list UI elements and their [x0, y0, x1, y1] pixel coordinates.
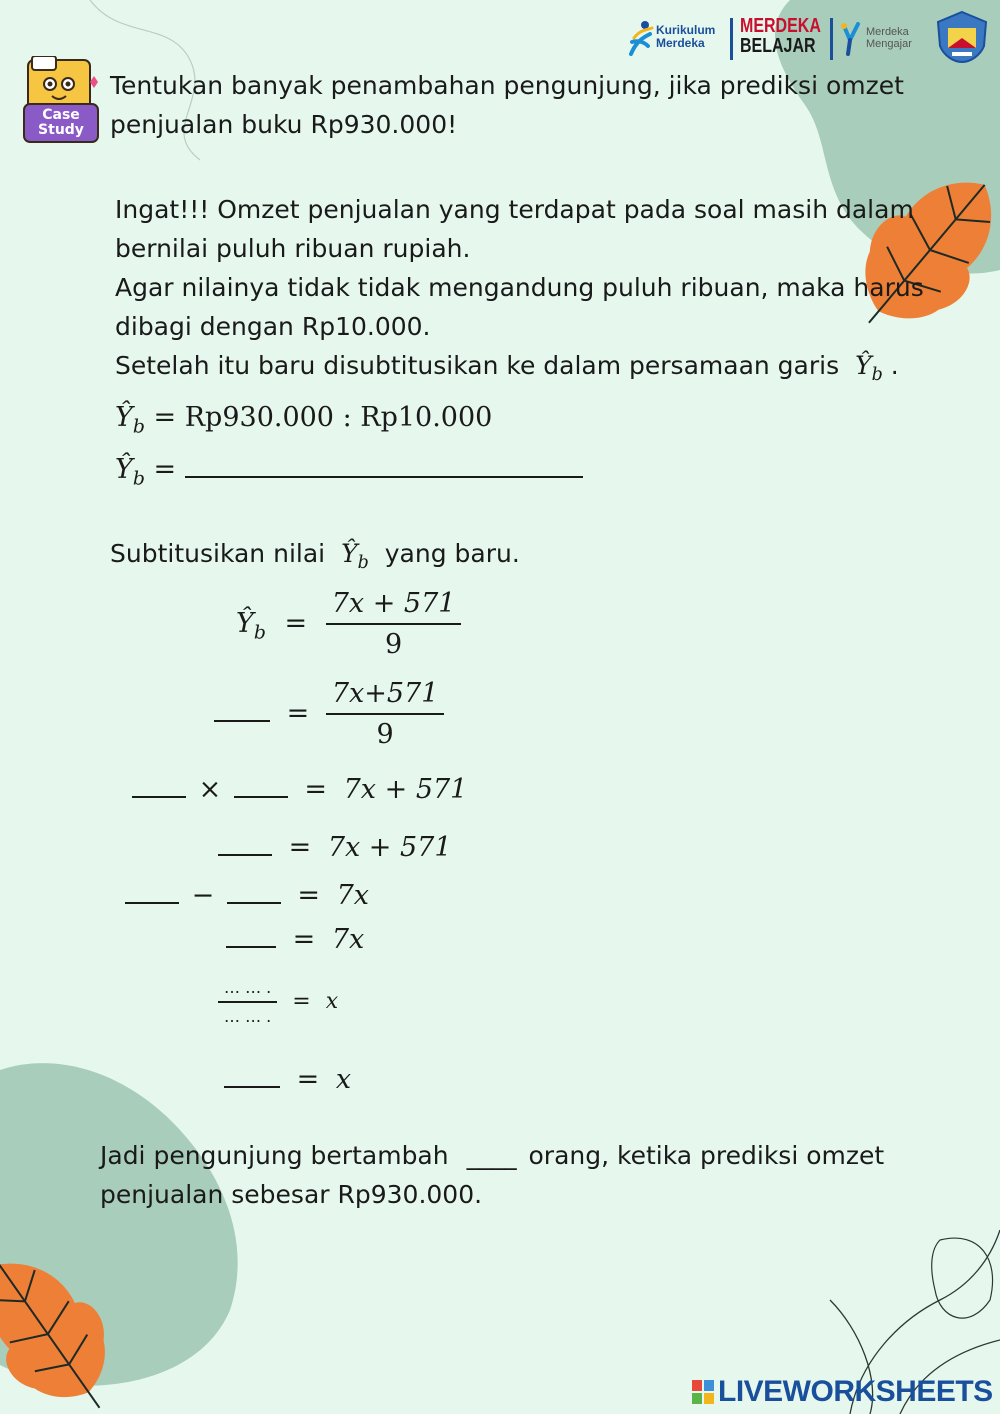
badge-line1: Case — [42, 107, 80, 123]
logo2-line2: BELAJAR — [740, 35, 816, 57]
y-hat-symbol: $Ŷ_b$ — [236, 607, 266, 643]
step6-rhs: 7x — [331, 924, 365, 955]
step7-rhs: x — [325, 989, 339, 1014]
answer-blank-step8[interactable] — [224, 1062, 280, 1088]
answer-blank-step2[interactable] — [214, 694, 270, 722]
fraction-numerator: 7x + 571 — [326, 588, 462, 625]
logo2-line1: MERDEKA — [740, 15, 821, 37]
y-hat-symbol: $Ŷ_b$ — [341, 539, 369, 573]
equals-sign: = — [284, 607, 308, 639]
note-line5-row: Setelah itu baru disubtitusikan ke dalam persamaan garis $Ŷ_b$ . — [115, 351, 899, 385]
school-emblem-icon — [934, 10, 990, 64]
step2 — [214, 678, 444, 750]
subst-after: yang baru. — [384, 539, 520, 568]
calc-eq2-rhs: = — [153, 454, 177, 485]
logo1-line2: Merdeka — [656, 36, 705, 50]
step5 — [125, 876, 369, 911]
kurikulum-merdeka-icon — [628, 20, 654, 56]
answer-blank-conclusion[interactable]: ____ — [466, 1141, 517, 1170]
y-hat-symbol: $Ŷ_b$ — [115, 402, 145, 438]
step4-rhs: 7x + 571 — [327, 832, 452, 863]
logo1-line1: Kurikulum — [656, 23, 716, 37]
equals-sign: = — [297, 880, 321, 911]
fraction-denominator: 9 — [376, 719, 394, 750]
step3-rhs: 7x + 571 — [343, 774, 468, 805]
times-sign: × — [198, 774, 222, 805]
fraction-dots[interactable] — [218, 978, 277, 1026]
step1 — [236, 588, 461, 660]
conclusion-line1 — [100, 1136, 930, 1175]
note-line2: bernilai puluh ribuan rupiah. — [115, 234, 471, 263]
merdeka-mengajar-icon — [840, 22, 862, 56]
calc-eq1 — [115, 402, 492, 437]
step6 — [226, 920, 364, 955]
subst-line — [110, 534, 520, 583]
dots-numerator[interactable]: … … . — [218, 978, 277, 1003]
y-hat-symbol: $Ŷ_b$ — [855, 351, 883, 385]
logo3-line1: Merdeka — [866, 26, 909, 38]
conclusion-part1: Jadi pengunjung bertambah — [100, 1141, 449, 1170]
liveworksheets-logo-icon — [692, 1380, 714, 1404]
fraction — [326, 678, 445, 750]
answer-blank-calc[interactable] — [185, 448, 583, 478]
question-text: Tentukan banyak penambahan pengunjung, jika prediksi omzet penjualan buku Rp930.000! — [110, 71, 904, 139]
equals-sign: = — [292, 989, 311, 1014]
conclusion-part2: orang, ketika prediksi omzet — [528, 1141, 885, 1170]
step8 — [224, 1062, 351, 1095]
fraction-denominator: 9 — [385, 629, 403, 660]
step3 — [132, 770, 467, 805]
equals-sign: = — [288, 832, 312, 863]
equals-sign: = — [292, 924, 316, 955]
answer-blank-step4[interactable] — [218, 828, 272, 856]
answer-blank-step6[interactable] — [226, 920, 276, 948]
conclusion — [100, 1136, 930, 1214]
note-line4: dibagi dengan Rp10.000. — [115, 312, 431, 341]
answer-blank-step5a[interactable] — [125, 876, 179, 904]
minus-sign: − — [191, 880, 215, 911]
step5-rhs: 7x — [336, 880, 370, 911]
answer-blank-step5b[interactable] — [227, 876, 281, 904]
step7 — [218, 978, 338, 1026]
footer-brand-text: LIVEWORKSHEETS — [718, 1375, 993, 1408]
logo-divider — [730, 18, 733, 60]
fraction — [326, 588, 462, 660]
step8-rhs: x — [335, 1064, 352, 1095]
logo-divider — [830, 18, 833, 60]
case-study-badge — [22, 56, 102, 144]
note-line1: Ingat!!! Omzet penjualan yang terdapat pada soal masih dalam — [115, 195, 914, 224]
y-hat-symbol: $Ŷ_b$ — [115, 454, 145, 490]
conclusion-line2: penjualan sebesar Rp930.000. — [100, 1180, 483, 1209]
equals-sign: = — [304, 774, 328, 805]
answer-blank-step3b[interactable] — [234, 770, 288, 798]
note-block — [115, 190, 945, 395]
subst-before: Subtitusikan nilai — [110, 539, 326, 568]
step4 — [218, 828, 452, 863]
answer-blank-step3a[interactable] — [132, 770, 186, 798]
equals-sign: = — [286, 697, 310, 729]
calc-eq2 — [115, 448, 583, 489]
calc-eq1-rhs: = Rp930.000 : Rp10.000 — [153, 402, 493, 433]
badge-line2: Study — [38, 122, 84, 138]
footer-brand — [692, 1372, 993, 1412]
line-art-leaf — [932, 1238, 993, 1318]
note-line5: Setelah itu baru disubtitusikan ke dalam persamaan garis — [115, 351, 840, 380]
equals-sign: = — [296, 1064, 320, 1095]
logo3-line2: Mengajar — [866, 38, 912, 50]
fraction-numerator: 7x+571 — [326, 678, 445, 715]
dots-denominator[interactable]: … … . — [224, 1007, 272, 1026]
note-line3: Agar nilainya tidak tidak mengandung puluh ribuan, maka harus — [115, 273, 924, 302]
header-logos — [628, 14, 990, 64]
